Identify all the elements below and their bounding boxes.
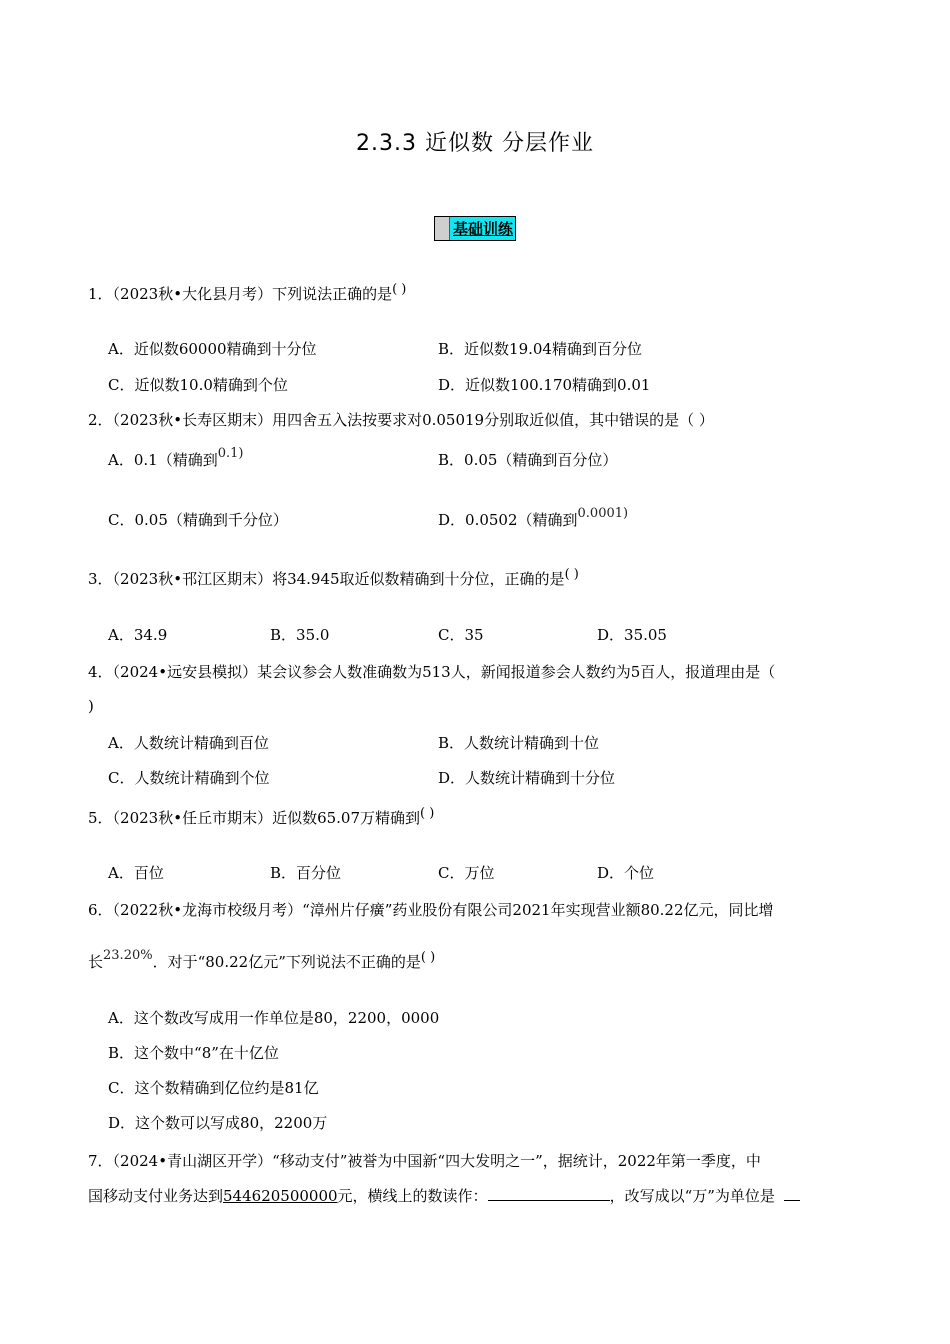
- q4-option-d: D．人数统计精确到十分位: [438, 769, 616, 787]
- question-5-text: 5．（2023秋•任丘市期末）近似数65.07万精确到: [88, 809, 421, 827]
- q1-option-c: C．近似数10.0精确到个位: [108, 376, 288, 394]
- q3-option-a: A．34.9: [108, 626, 168, 644]
- q2-option-a-formula: 0.1): [217, 446, 244, 461]
- q2-option-d-formula: 0.0001): [577, 506, 629, 521]
- underlined-number: 544620500000: [223, 1187, 338, 1205]
- q4-option-a: A．人数统计精确到百位: [108, 734, 269, 752]
- q2-option-c: C．0.05（精确到千分位）: [108, 511, 288, 529]
- question-6-stem-cont: [88, 948, 436, 972]
- question-3-stem: [88, 568, 579, 589]
- q6-option-c: C．这个数精确到亿位约是81亿: [108, 1079, 319, 1097]
- question-6-formula: 23.20%: [103, 948, 153, 963]
- q5-option-a: A．百位: [108, 864, 164, 882]
- q2-option-d-text: D．0.0502（精确到: [438, 511, 578, 529]
- question-7-stem: 7．（2024•青山湖区开学）“移动支付”被誉为中国新“四大发明之一”，据统计，2022年第一季度，中: [88, 1152, 761, 1170]
- q6-option-a: A．这个数改写成用一作单位是80，2200，0000: [108, 1009, 440, 1027]
- q1-option-b: B．近似数19.04精确到百分位: [438, 340, 642, 358]
- question-6-stem: 6．（2022秋•龙海市校级月考）“漳州片仔癀”药业股份有限公司2021年实现营业额80.22亿元，同比增: [88, 901, 774, 919]
- answer-blank-1[interactable]: [488, 1186, 610, 1201]
- answer-paren: ( ): [392, 282, 407, 297]
- answer-paren: ( ): [420, 950, 436, 965]
- question-7-text-a: 国移动支付业务达到: [88, 1187, 224, 1205]
- question-2-stem: 2．（2023秋•长寿区期末）用四舍五入法按要求对0.05019分别取近似值，其中错误的是（ ）: [88, 411, 714, 429]
- question-7-text-c: ，改写成以“万”为单位是: [609, 1187, 775, 1205]
- section-header-wrap: [0, 216, 950, 241]
- q6-option-b: B．这个数中“8”在十亿位: [108, 1044, 279, 1062]
- q5-option-d: D．个位: [597, 864, 655, 882]
- answer-paren: ( ): [564, 567, 579, 582]
- question-7-stem-cont: [88, 1185, 800, 1206]
- question-7-text-b: 元，横线上的数读作：: [337, 1187, 488, 1205]
- section-header: 基础训练: [434, 216, 516, 241]
- question-6-text-b: ．对于“80.22亿元”下列说法不正确的是: [152, 953, 421, 971]
- q6-option-d: D．这个数可以写成80，2200万: [108, 1114, 328, 1132]
- q3-option-c: C．35: [438, 626, 484, 644]
- q2-option-a: [108, 446, 244, 470]
- q4-option-c: C．人数统计精确到个位: [108, 769, 270, 787]
- q2-option-a-text: A．0.1（精确到: [108, 451, 218, 469]
- q1-option-d: D．近似数100.170精确到0.01: [438, 376, 651, 394]
- question-1-stem: [88, 283, 406, 304]
- answer-blank-2[interactable]: [784, 1186, 800, 1201]
- q3-option-d: D．35.05: [597, 626, 667, 644]
- question-4-stem-cont: ): [88, 697, 94, 715]
- q2-option-b: B．0.05（精确到百分位）: [438, 451, 618, 469]
- question-5-stem: [88, 807, 434, 828]
- q4-option-b: B．人数统计精确到十位: [438, 734, 600, 752]
- answer-paren: ( ): [420, 806, 435, 821]
- question-1-text: 1．（2023秋•大化县月考）下列说法正确的是: [88, 285, 393, 303]
- question-4-stem: 4．（2024•远安县模拟）某会议参会人数准确数为513人，新闻报道参会人数约为5百人，报道理由是（: [88, 663, 776, 681]
- question-3-text: 3．（2023秋•邗江区期末）将34.945取近似数精确到十分位，正确的是: [88, 570, 565, 588]
- question-6-text-a: 长: [88, 953, 104, 971]
- q3-option-b: B．35.0: [270, 626, 330, 644]
- q5-option-b: B．百分位: [270, 864, 342, 882]
- q2-option-d: [438, 506, 629, 530]
- q5-option-c: C．万位: [438, 864, 495, 882]
- page-title: 2.3.3 近似数 分层作业: [356, 131, 594, 156]
- q1-option-a: A．近似数60000精确到十分位: [108, 340, 317, 358]
